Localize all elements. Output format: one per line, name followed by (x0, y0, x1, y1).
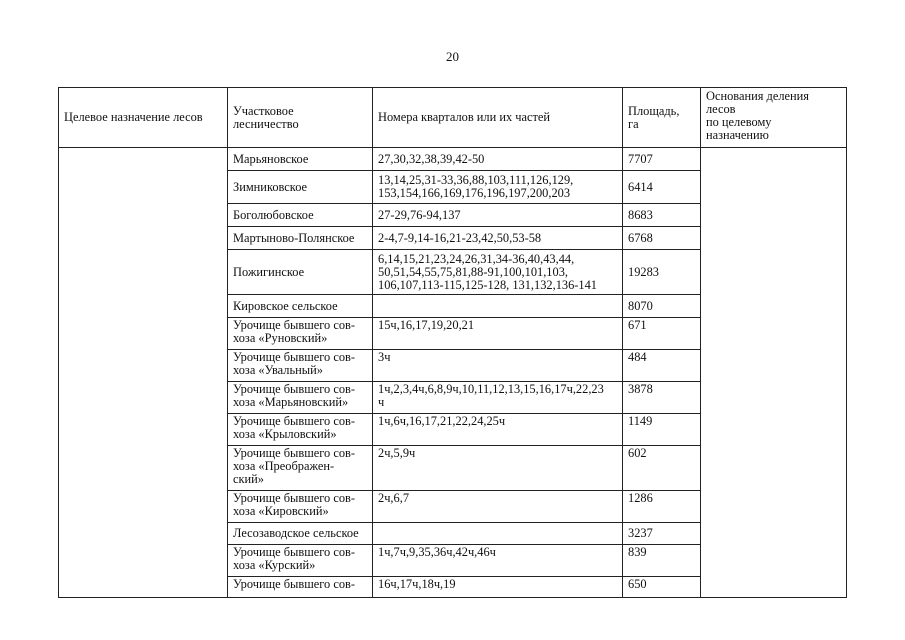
area-cell: 7707 (623, 148, 701, 171)
quarters-cell (373, 171, 623, 204)
district-line: Боголюбовское (233, 207, 314, 222)
district-line: Урочище бывшего сов- (233, 414, 356, 428)
header-basis-line: назначению (706, 128, 769, 142)
header-purpose-text: Целевое назначение лесов (64, 110, 203, 124)
header-district (228, 88, 373, 148)
district-cell (228, 350, 373, 382)
quarters-cell (373, 204, 623, 227)
table-header-row (59, 88, 847, 148)
quarters-line: 15ч,16,17,19,20,21 (378, 318, 475, 332)
quarters-cell (373, 414, 623, 446)
district-line: хоза «Крыловский» (233, 427, 337, 441)
district-line: хоза «Курский» (233, 558, 316, 572)
quarters-line: 3ч (378, 350, 391, 364)
district-cell (228, 577, 373, 598)
quarters-line: 6,14,15,21,23,24,26,31,34-36,40,43,44, (378, 251, 575, 266)
quarters-line: 27,30,32,38,39,42-50 (378, 151, 485, 166)
district-line: Урочище бывшего сов- (233, 382, 356, 396)
district-cell (228, 295, 373, 318)
district-cell (228, 250, 373, 295)
purpose-cell (59, 148, 228, 598)
district-line: Урочище бывшего сов- (233, 446, 356, 460)
quarters-cell (373, 227, 623, 250)
district-line: Мартыново-Полянское (233, 230, 355, 245)
quarters-line: 1ч,6ч,16,17,21,22,24,25ч (378, 414, 506, 428)
area-cell: 3237 (623, 523, 701, 545)
quarters-line: 153,154,166,169,176,196,197,200,203 (378, 186, 571, 200)
quarters-cell (373, 577, 623, 598)
table-body (59, 148, 847, 598)
quarters-cell (373, 318, 623, 350)
quarters-cell (373, 382, 623, 414)
header-area-line: га (628, 116, 639, 131)
district-line: Урочище бывшего сов- (233, 545, 356, 559)
page-number: 20 (446, 49, 459, 64)
quarters-line: 13,14,25,31-33,36,88,103,111,126,129, (378, 173, 574, 187)
quarters-cell (373, 491, 623, 523)
district-line: Урочище бывшего сов- (233, 577, 356, 591)
area-cell: 6414 (623, 171, 701, 204)
area-cell: 1286 (623, 491, 701, 523)
area-cell: 6768 (623, 227, 701, 250)
quarters-line: 1ч,2,3,4ч,6,8,9ч,10,11,12,13,15,16,17ч,22,23 (378, 382, 604, 396)
header-purpose (59, 88, 228, 148)
district-cell (228, 382, 373, 414)
header-quarters (373, 88, 623, 148)
forest-table (58, 87, 847, 598)
district-line: Урочище бывшего сов- (233, 491, 356, 505)
area-cell: 8070 (623, 295, 701, 318)
area-cell: 839 (623, 545, 701, 577)
quarters-line: 2-4,7-9,14-16,21-23,42,50,53-58 (378, 230, 542, 245)
quarters-line: 27-29,76-94,137 (378, 207, 461, 222)
area-cell: 19283 (623, 250, 701, 295)
area-cell: 671 (623, 318, 701, 350)
table-row (59, 148, 847, 171)
basis-cell (701, 148, 847, 598)
quarters-line: 1ч,7ч,9,35,36ч,42ч,46ч (378, 545, 496, 559)
header-basis-line: лесов (706, 102, 736, 116)
area-cell: 3878 (623, 382, 701, 414)
district-line: хоза «Увальный» (233, 363, 323, 377)
header-basis (701, 88, 847, 148)
district-cell (228, 414, 373, 446)
quarters-cell (373, 148, 623, 171)
header-quarters-text: Номера кварталов или их частей (378, 110, 551, 124)
header-basis-line: Основания деления (706, 89, 809, 103)
quarters-cell (373, 350, 623, 382)
district-line: Марьяновское (233, 151, 309, 166)
area-cell: 1149 (623, 414, 701, 446)
quarters-cell (373, 295, 623, 318)
header-area-line: Площадь, (628, 103, 680, 118)
district-cell (228, 446, 373, 491)
district-line: Пожигинское (233, 264, 305, 279)
quarters-cell (373, 545, 623, 577)
quarters-line: 2ч,6,7 (378, 491, 410, 505)
district-cell (228, 491, 373, 523)
header-district-line: Участковое (233, 103, 294, 118)
area-cell: 484 (623, 350, 701, 382)
area-cell: 602 (623, 446, 701, 491)
quarters-line: 50,51,54,55,75,81,88-91,100,101,103, (378, 264, 568, 279)
district-line: Урочище бывшего сов- (233, 350, 356, 364)
quarters-cell (373, 446, 623, 491)
quarters-line: ч (378, 395, 385, 409)
district-cell (228, 204, 373, 227)
district-line: ский» (233, 472, 264, 486)
district-line: хоза «Кировский» (233, 504, 329, 518)
district-cell (228, 171, 373, 204)
district-line: хоза «Руновский» (233, 331, 328, 345)
district-line: Урочище бывшего сов- (233, 318, 356, 332)
district-cell (228, 148, 373, 171)
header-basis-line: по целевому (706, 115, 772, 129)
quarters-line: 106,107,113-115,125-128, 131,132,136-141 (378, 277, 598, 292)
district-cell (228, 545, 373, 577)
quarters-cell (373, 523, 623, 545)
area-cell: 8683 (623, 204, 701, 227)
district-line: Лесозаводское сельское (233, 526, 359, 540)
district-cell (228, 227, 373, 250)
quarters-line: 2ч,5,9ч (378, 446, 416, 460)
district-cell (228, 523, 373, 545)
header-area (623, 88, 701, 148)
district-line: Зимниковское (233, 179, 308, 194)
header-district-line: лесничество (233, 116, 299, 131)
quarters-line: 16ч,17ч,18ч,19 (378, 577, 456, 591)
area-cell: 650 (623, 577, 701, 598)
district-line: хоза «Марьяновский» (233, 395, 349, 409)
district-cell (228, 318, 373, 350)
district-line: Кировское сельское (233, 298, 338, 313)
quarters-cell (373, 250, 623, 295)
district-line: хоза «Преображен- (233, 459, 335, 473)
